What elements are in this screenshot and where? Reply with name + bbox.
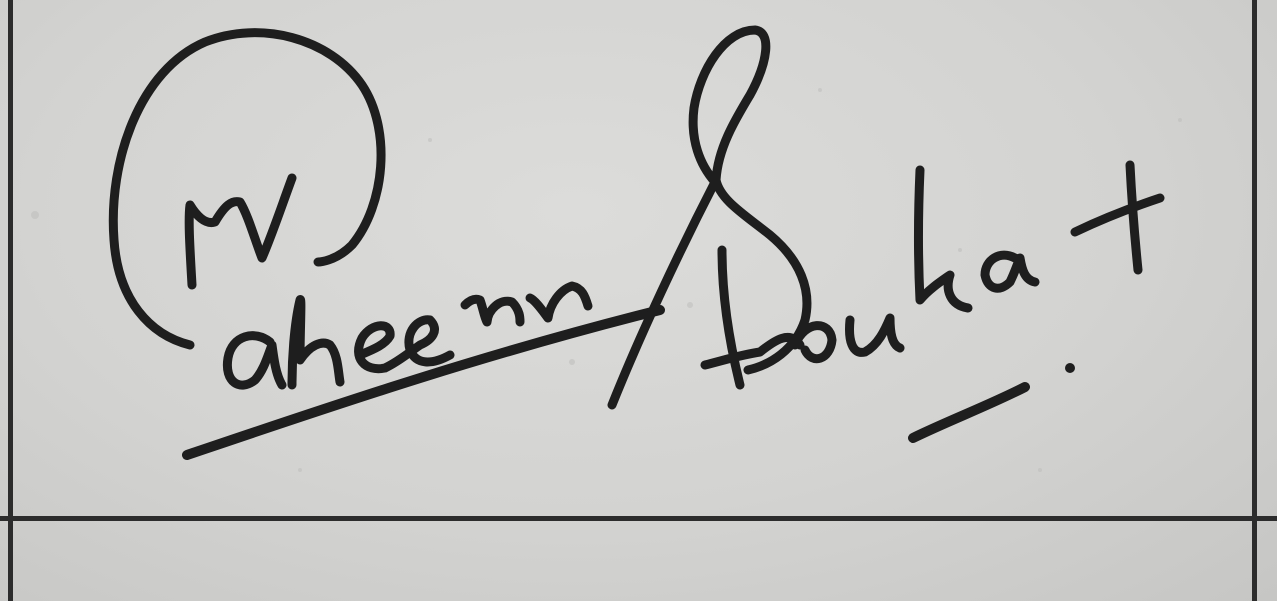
- signature-stroke-final-n: [530, 286, 588, 318]
- signature-stroke-a2: [985, 255, 1035, 288]
- signature-stroke-a: [227, 336, 282, 385]
- signature-dot: [1065, 363, 1075, 373]
- signature-stroke-ee: [359, 320, 450, 369]
- signature-dash: [913, 387, 1025, 438]
- signature-stroke-k: [919, 170, 969, 308]
- signature-stroke-o: [795, 326, 832, 359]
- signature-stroke-s: [612, 30, 807, 405]
- signature-stroke-n: [465, 299, 520, 322]
- signature-stroke-h: [292, 300, 340, 385]
- signature-stroke-t: [1075, 165, 1160, 270]
- signature-stroke-u: [850, 318, 900, 352]
- signature-stroke-m-loop: [113, 33, 381, 345]
- signature-stroke-m-inner: [189, 178, 292, 285]
